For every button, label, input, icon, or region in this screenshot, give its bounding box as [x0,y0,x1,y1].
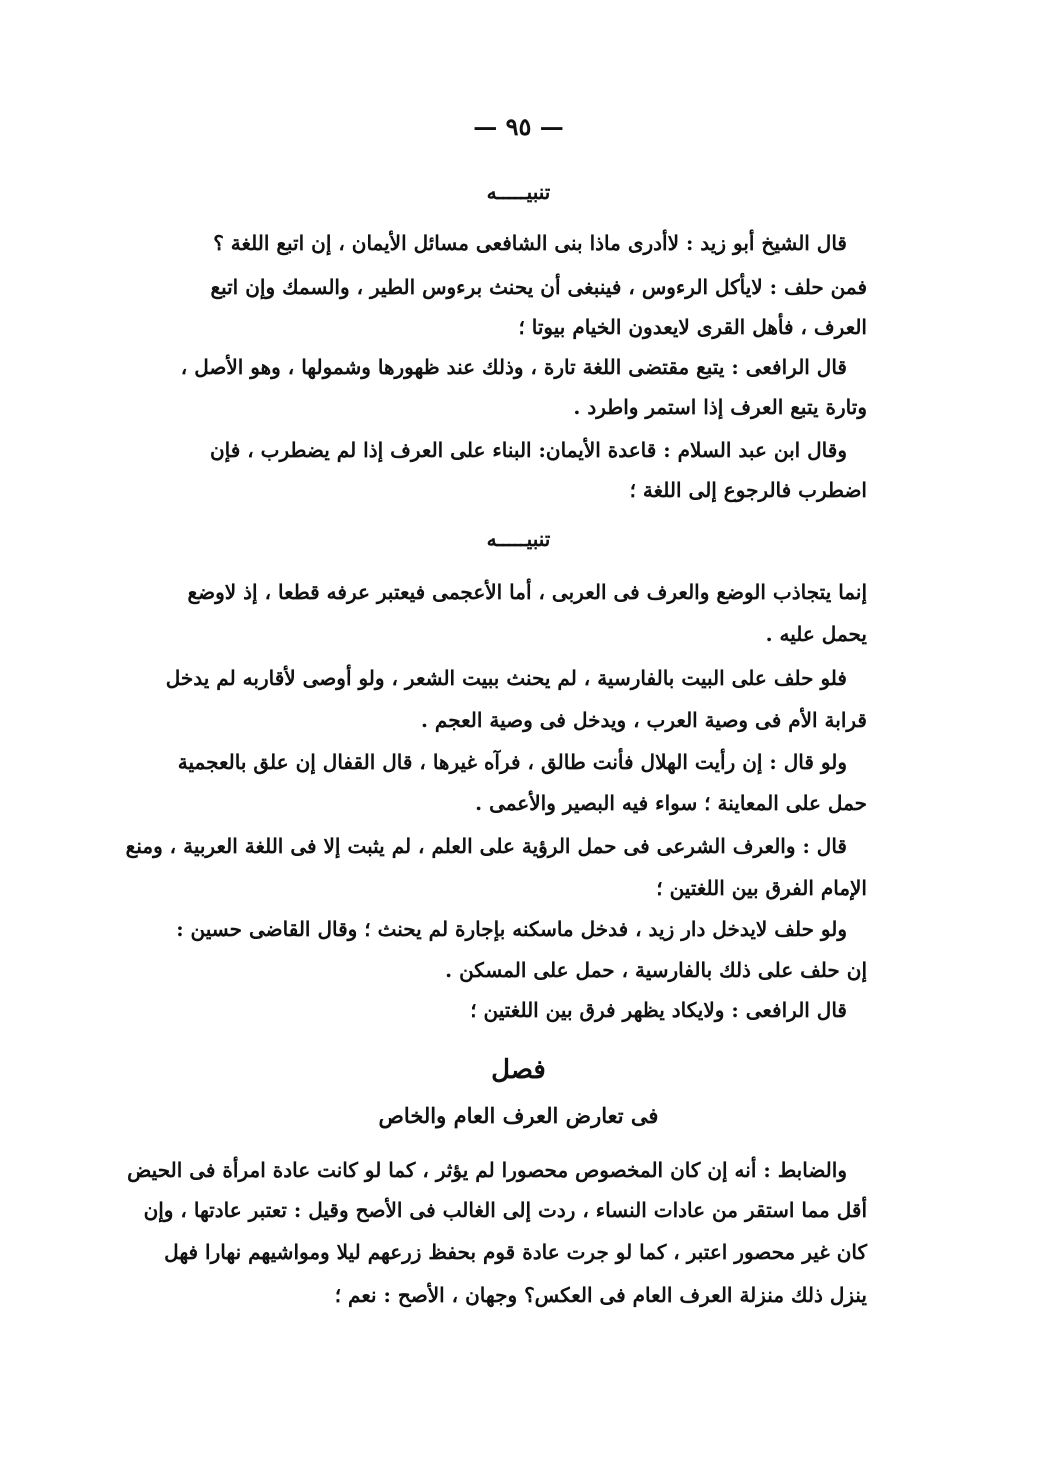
paragraph-line: قال : والعرف الشرعى فى حمل الرؤية على العلم ، لم يثبت إلا فى اللغة العربية ، ومنع [125,834,847,858]
paragraph-line: كان غير محصور اعتبر ، كما لو جرت عادة قوم بحفظ زرعهم ليلا ومواشيهم نهارا فهل [164,1240,867,1264]
paragraph-line: حمل على المعاينة ؛ سواء فيه البصير والأعمى . [475,791,867,815]
paragraph-line: قال الرافعى : يتبع مقتضى اللغة تارة ، وذلك عند ظهورها وشمولها ، وهو الأصل ، [180,355,847,379]
paragraph-line: ولو حلف لايدخل دار زيد ، فدخل ماسكنه بإجارة لم يحنث ؛ وقال القاضى حسين : [176,917,847,941]
fasl-heading: فصل [491,1055,546,1085]
paragraph-line: العرف ، فأهل القرى لايعدون الخيام بيوتا ؛ [518,315,867,339]
paragraph-line: قال الشيخ أبو زيد : لاأدرى ماذا بنى الشافعى مسائل الأيمان ، إن اتبع اللغة ؟ [213,231,847,255]
paragraph-line: ولو قال : إن رأيت الهلال فأنت طالق ، فرآه غيرها ، قال القفال إن علق بالعجمية [177,750,847,774]
paragraph-line: فلو حلف على البيت بالفارسية ، لم يحنث ببيت الشعر ، ولو أوصى لأقاربه لم يدخل [165,666,847,690]
paragraph-line: إنما يتجاذب الوضع والعرف فى العربى ، أما الأعجمى فيعتبر عرفه قطعا ، إذ لاوضع [187,580,867,604]
paragraph-line: إن حلف على ذلك بالفارسية ، حمل على المسكن . [445,958,867,982]
paragraph-line: أقل مما استقر من عادات النساء ، ردت إلى الغالب فى الأصح وقيل : تعتبر عادتها ، وإن [143,1198,867,1222]
paragraph-line: وتارة يتبع العرف إذا استمر واطرد . [573,395,867,419]
paragraph-line: قرابة الأم فى وصية العرب ، ويدخل فى وصية العجم . [420,708,867,732]
tanbih-heading-2: تنبيـــــه [486,527,551,551]
paragraph-line: فمن حلف : لايأكل الرءوس ، فينبغى أن يحنث برءوس الطير ، والسمك وإن اتبع [210,275,867,299]
paragraph-line: والضابط : أنه إن كان المخصوص محصورا لم يؤثر ، كما لو كانت عادة امرأة فى الحيض [127,1158,847,1182]
paragraph-line: قال الرافعى : ولايكاد يظهر فرق بين اللغتين ؛ [470,998,847,1022]
paragraph-line: الإمام الفرق بين اللغتين ؛ [656,876,867,900]
page-number: — ٩٥ — [473,112,564,141]
paragraph-line: وقال ابن عبد السلام : قاعدة الأيمان: البناء على العرف إذا لم يضطرب ، فإن [209,438,847,462]
tanbih-heading-1: تنبيـــــه [486,180,551,204]
paragraph-line: ينزل ذلك منزلة العرف العام فى العكس؟ وجهان ، الأصح : نعم ؛ [334,1283,867,1307]
paragraph-line: اضطرب فالرجوع إلى اللغة ؛ [629,478,867,502]
paragraph-line: يحمل عليه . [765,622,867,646]
fasl-subheading: فى تعارض العرف العام والخاص [378,1103,659,1128]
